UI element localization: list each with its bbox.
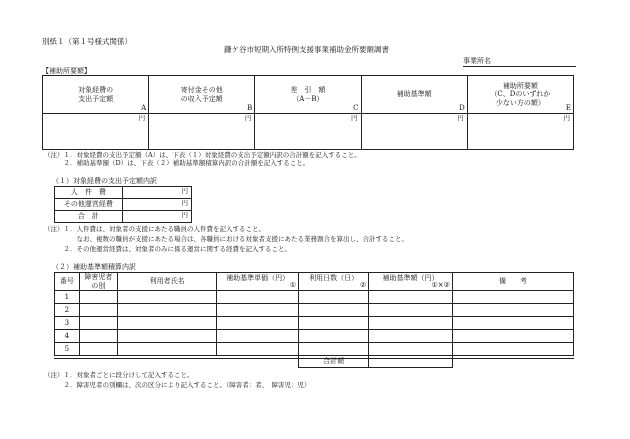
amount-cell[interactable]	[369, 330, 453, 343]
user-name-cell[interactable]	[118, 291, 217, 304]
child-type-cell[interactable]	[79, 304, 117, 317]
remarks-cell[interactable]	[452, 304, 573, 317]
section2-table	[54, 272, 574, 368]
table-row	[55, 317, 574, 330]
section1-row-label-total: 合 計	[55, 211, 123, 223]
amount-cell[interactable]	[369, 343, 453, 356]
days-cell[interactable]	[299, 330, 369, 343]
days-cell[interactable]	[299, 291, 369, 304]
header-amount-label: 補助基準額（円）	[382, 274, 439, 283]
col-c-letter: C	[353, 103, 359, 112]
section1-row-label-personnel: 人 件 費	[55, 187, 123, 199]
main-section-label: 【補助所要額】	[42, 67, 91, 75]
row-number: 1	[55, 291, 80, 304]
yen-unit: 円	[244, 114, 252, 122]
col-a-letter: A	[141, 103, 147, 112]
office-name-underline	[463, 66, 576, 67]
header-remarks: 備 考	[452, 273, 573, 291]
header-days	[299, 273, 369, 291]
amount-cell[interactable]	[369, 317, 453, 330]
user-name-cell[interactable]	[118, 343, 217, 356]
header-days-label: 利用日数（日）	[309, 274, 359, 283]
table-row	[55, 291, 574, 304]
section1-title: （１）対象経費の支出予定額内訳	[52, 177, 157, 185]
col-header-c	[255, 76, 361, 114]
amount-cell[interactable]	[369, 304, 453, 317]
table-row	[55, 304, 574, 317]
unit-price-cell[interactable]	[217, 304, 299, 317]
section1-value-personnel[interactable]	[122, 187, 191, 199]
yen-unit: 円	[181, 211, 188, 219]
days-cell[interactable]	[299, 343, 369, 356]
child-type-cell[interactable]	[79, 291, 117, 304]
yen-unit: 円	[563, 114, 570, 122]
child-type-cell[interactable]	[79, 343, 117, 356]
header-amount-mark: ①×②	[431, 280, 450, 289]
remarks-cell[interactable]	[452, 317, 573, 330]
col-e-line2: （C、Dのいずれか	[490, 90, 551, 99]
main-note-1: （注）１．対象経費の支出予定額（A）は、下表（１）対象経費の支出予定額内訳の合計額を記入すること。	[44, 151, 361, 159]
row-number: 2	[55, 304, 80, 317]
row-number: 4	[55, 330, 80, 343]
section1-note-1: （注）１．人件費は、対象者の支援にあたる職員の人件費を記入すること。	[44, 225, 265, 233]
section1-note-2: なお、複数の職員が支援にあたる場合は、各職員における対象者支援にあたる業務割合を算出し、合計すること。	[44, 235, 408, 243]
header-days-mark: ②	[359, 280, 367, 289]
section2-note-2: ２．障害児者の別欄は、次の区分により記入すること。（障害者：者、 障害児：児）	[44, 381, 311, 389]
yen-unit: 円	[457, 114, 464, 122]
unit-price-cell[interactable]	[217, 317, 299, 330]
row-number: 3	[55, 317, 80, 330]
col-a-line2: 支出予定額	[78, 94, 114, 103]
user-name-cell[interactable]	[118, 330, 217, 343]
remarks-cell[interactable]	[452, 343, 573, 356]
header-child-line2: の別	[91, 281, 106, 290]
col-b-line2: の収入予定額	[180, 94, 223, 103]
form-id: 別紙１（第１号様式関係）	[42, 37, 132, 46]
col-header-a	[43, 76, 149, 114]
col-header-e	[467, 76, 573, 114]
col-e-line3: 少ない方の額）	[495, 98, 545, 107]
child-type-cell[interactable]	[79, 317, 117, 330]
yen-unit: 円	[181, 187, 188, 195]
col-c-line1: 差 引 額	[290, 86, 326, 95]
child-type-cell[interactable]	[79, 330, 117, 343]
days-cell[interactable]	[299, 317, 369, 330]
header-user-name: 利用者氏名	[118, 273, 217, 291]
table-row	[55, 330, 574, 343]
col-e-letter: E	[565, 103, 571, 112]
double-rule	[54, 358, 574, 359]
unit-price-cell[interactable]	[217, 330, 299, 343]
value-cell-c[interactable]	[255, 114, 361, 150]
section1-value-other[interactable]	[122, 199, 191, 211]
col-b-line1: 寄付金その他	[180, 86, 223, 95]
unit-price-cell[interactable]	[217, 291, 299, 304]
value-cell-e[interactable]	[467, 114, 573, 150]
col-c-line2: （A－B）	[292, 94, 324, 103]
section2-note-1: （注）１．対象者ごとに段分けして記入すること。	[44, 371, 194, 379]
total-label: 合計額	[299, 356, 369, 368]
col-header-d	[361, 76, 467, 114]
header-child-type	[79, 273, 117, 291]
yen-unit: 円	[351, 114, 358, 122]
value-cell-a[interactable]	[43, 114, 149, 150]
section1-table	[54, 186, 192, 223]
yen-unit: 円	[181, 199, 188, 207]
table-row	[55, 343, 574, 356]
header-unit-price-label: 補助基準単価（円）	[226, 274, 290, 283]
value-cell-d[interactable]	[361, 114, 467, 150]
col-e-line1: 補助所要額	[502, 82, 538, 91]
header-amount	[369, 273, 453, 291]
section1-note-3: ２．その他運営経費は、対象者のみに係る運営に関する経費を記入すること。	[44, 245, 291, 253]
days-cell[interactable]	[299, 304, 369, 317]
header-no: 番号	[55, 273, 80, 291]
yen-unit: 円	[138, 114, 146, 122]
col-b-letter: B	[247, 103, 253, 112]
main-table	[42, 75, 574, 150]
user-name-cell[interactable]	[118, 317, 217, 330]
row-number: 5	[55, 343, 80, 356]
remarks-cell[interactable]	[452, 291, 573, 304]
header-child-line1: 障害児者	[84, 273, 113, 282]
section2-title: （２）補助基準額積算内訳	[52, 263, 136, 271]
user-name-cell[interactable]	[118, 304, 217, 317]
col-header-b	[149, 76, 255, 114]
header-unit-price	[217, 273, 299, 291]
remarks-cell[interactable]	[452, 330, 573, 343]
unit-price-cell[interactable]	[217, 343, 299, 356]
col-a-line1: 対象経費の	[78, 86, 114, 95]
main-note-2: ２．補助基準額（D）は、下表（２）補助基準額積算内訳の合計額を記入すること。	[44, 159, 310, 167]
col-d-line1: 補助基準額	[396, 90, 432, 99]
col-d-letter: D	[459, 103, 465, 112]
section1-row-label-other: その他運営経費	[55, 199, 123, 211]
header-unit-price-mark: ①	[289, 280, 297, 289]
office-name-label: 事業所名	[463, 57, 491, 65]
page-title: 鎌ケ谷市短期入所特例支援事業補助金所要額調書	[224, 45, 389, 54]
value-cell-b[interactable]	[149, 114, 255, 150]
amount-cell[interactable]	[369, 291, 453, 304]
section1-value-total[interactable]	[122, 211, 191, 223]
